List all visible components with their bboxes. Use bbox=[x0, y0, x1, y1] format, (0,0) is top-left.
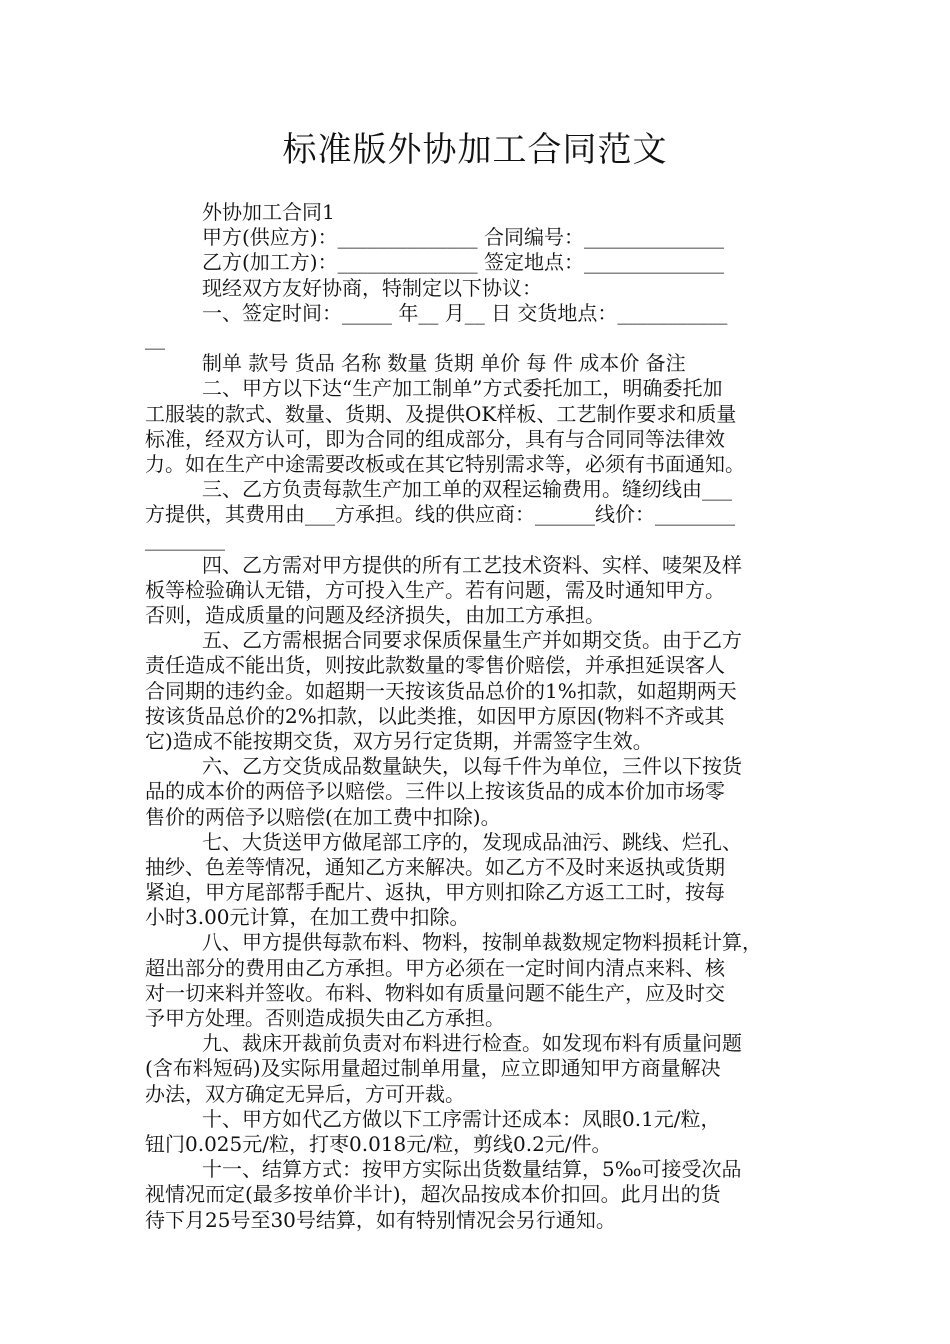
clause-5-line-5: 它)造成不能按期交货，双方另行定货期，并需签字生效。 bbox=[145, 728, 653, 753]
clause-6-line-1: 六、乙方交货成品数量缺失，以每千件为单位，三件以下按货 bbox=[202, 754, 742, 779]
clause-10-line-2: 钮门0.025元/粒，打枣0.018元/粒，剪线0.2元/件。 bbox=[145, 1131, 612, 1156]
intro-line: 现经双方友好协商，特制定以下协议： bbox=[202, 275, 542, 300]
clause-1-line: 一、签定时间：_____ 年__ 月__ 日 交货地点：___________ bbox=[202, 300, 728, 325]
clause-8-line-3: 对一切来料并签收。布料、物料如有质量问题不能生产，应及时交 bbox=[145, 980, 725, 1005]
clause-6-line-2: 品的成本价的两倍予以赔偿。三件以上按该货品的成本价加市场零 bbox=[145, 779, 725, 804]
clause-9-line-2: (含布料短码)及实际用量超过制单用量，应立即通知甲方商量解决 bbox=[145, 1056, 721, 1081]
clause-10-line-1: 十、甲方如代乙方做以下工序需计还成本：凤眼0.1元/粒， bbox=[202, 1106, 721, 1131]
clause-11-line-1: 十一、结算方式：按甲方实际出货数量结算，5‰可接受次品 bbox=[202, 1157, 742, 1182]
clause-11-line-2: 视情况而定(最多按单价半计)，超次品按成本价扣回。此月出的货 bbox=[145, 1182, 721, 1207]
clause-7-line-2: 抽纱、色差等情况，通知乙方来解决。如乙方不及时来返执或货期 bbox=[145, 854, 725, 879]
clause-5-line-2: 责任造成不能出货，则按此款数量的零售价赔偿，并承担延误客人 bbox=[145, 653, 725, 678]
clause-1-continuation: __ bbox=[145, 325, 165, 350]
clause-8-line-4: 予甲方处理。否则造成损失由乙方承担。 bbox=[145, 1006, 505, 1030]
contract-heading-line: 外协加工合同1 bbox=[202, 200, 335, 224]
clause-7-line-3: 紧迫，甲方尾部帮手配片、返执，甲方则扣除乙方返工工时，按每 bbox=[145, 880, 725, 905]
table-header-line: 制单 款号 货品 名称 数量 货期 单价 每 件 成本价 备注 bbox=[202, 351, 686, 376]
clause-7-line-1: 七、大货送甲方做尾部工序的，发现成品油污、跳线、烂孔、 bbox=[202, 829, 742, 854]
clause-3-line-1: 三、乙方负责每款生产加工单的双程运输费用。缝纫线由___ bbox=[202, 477, 732, 502]
clause-2-line-3: 标准，经双方认可，即为合同的组成部分，具有与合同同等法律效 bbox=[145, 426, 725, 451]
document-title: 标准版外协加工合同范文 bbox=[282, 130, 668, 170]
clause-5-line-3: 合同期的违约金。如超期一天按该货品总价的1%扣款，如超期两天 bbox=[145, 678, 737, 703]
clause-2-line-2: 工服装的款式、数量、货期、及提供OK样板、工艺制作要求和质量 bbox=[145, 401, 737, 426]
clause-6-line-3: 售价的两倍予以赔偿(在加工费中扣除)。 bbox=[145, 804, 501, 829]
clause-2-line-4: 力。如在生产中途需要改板或在其它特别需求等，必须有书面通知。 bbox=[145, 451, 745, 476]
clause-8-line-2: 超出部分的费用由乙方承担。甲方必须在一定时间内清点来料、核 bbox=[145, 955, 725, 980]
clause-8-line-1: 八、甲方提供每款布料、物料，按制单裁数规定物料损耗计算， bbox=[202, 930, 762, 955]
clause-2-line-1: 二、甲方以下达“生产加工制单”方式委托加工，明确委托加 bbox=[202, 376, 723, 401]
clause-4-line-3: 否则，造成质量的问题及经济损失，由加工方承担。 bbox=[145, 603, 605, 627]
contract-body bbox=[145, 200, 810, 1233]
clause-9-line-1: 九、裁床开裁前负责对布料进行检查。如发现布料有质量问题 bbox=[202, 1031, 742, 1056]
clause-11-line-3: 待下月25号至30号结算，如有特别情况会另行通知。 bbox=[145, 1207, 616, 1232]
clause-5-line-1: 五、乙方需根据合同要求保质保量生产并如期交货。由于乙方 bbox=[202, 628, 742, 653]
clause-4-line-2: 板等检验确认无错，方可投入生产。若有问题，需及时通知甲方。 bbox=[145, 577, 725, 602]
clause-7-line-4: 小时3.00元计算，在加工费中扣除。 bbox=[145, 905, 470, 930]
party-b-line: 乙方(加工方)：______________ 签定地点：______________ bbox=[202, 250, 724, 275]
clause-4-line-1: 四、乙方需对甲方提供的所有工艺技术资料、实样、唛架及样 bbox=[202, 552, 742, 577]
clause-9-line-3: 办法，双方确定无异后，方可开裁。 bbox=[145, 1081, 465, 1106]
clause-3-line-2: 方提供，其费用由___方承担。线的供应商：______线价：________ bbox=[145, 502, 735, 527]
clause-5-line-4: 按该货品总价的2%扣款，以此类推，如因甲方原因(物料不齐或其 bbox=[145, 703, 725, 728]
clause-3-line-3: ________ bbox=[145, 527, 225, 552]
party-a-line: 甲方(供应方)：______________ 合同编号：______________ bbox=[202, 225, 724, 250]
